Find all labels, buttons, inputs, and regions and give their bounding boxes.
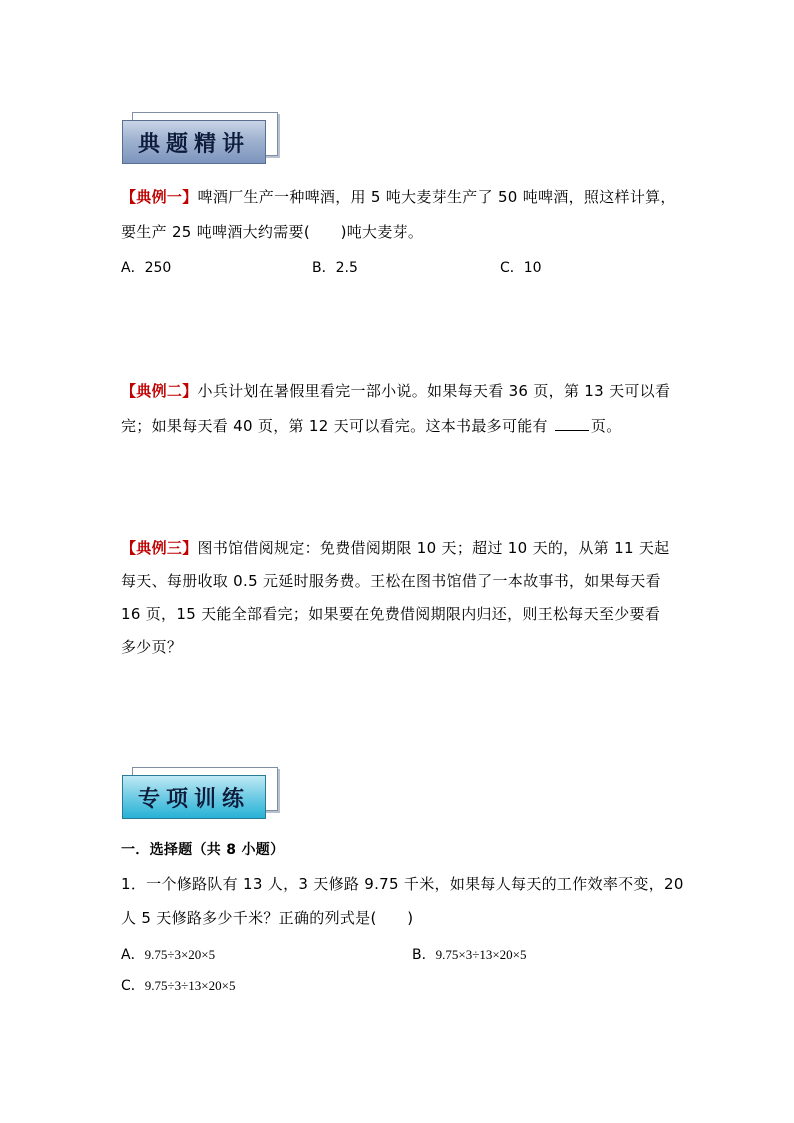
option-label: C． <box>121 978 145 994</box>
example-2-tag: 【典例二】 <box>121 382 198 400</box>
example-2-text-3: 页。 <box>590 417 622 435</box>
example-1-tag: 【典例一】 <box>121 188 198 206</box>
part-heading: 一．选择题（共 8 小题） <box>121 842 285 858</box>
example-1-line-1 <box>121 187 676 207</box>
example-1-option-b: B．2.5 <box>312 260 358 276</box>
example-2-line-1 <box>121 381 670 401</box>
example-1-line-2: 要生产 25 吨啤酒大约需要( )吨大麦芽。 <box>121 223 424 241</box>
example-2-text: 小兵计划在暑假里看完一部小说。如果每天看 36 页，第 13 天可以看 <box>197 382 671 400</box>
example-3-line-4: 多少页？ <box>121 638 183 656</box>
option-formula: 9.75×3÷13×20×5 <box>435 947 527 962</box>
example-3-line-3: 16 页，15 天能全部看完；如果要在免费借阅期限内归还，则王松每天至少要看 <box>121 605 661 623</box>
option-label: B． <box>412 947 436 963</box>
question-1-option-b <box>412 945 527 965</box>
question-1-option-c <box>121 976 235 996</box>
section-title: 典题精讲 <box>137 130 250 157</box>
section-title: 专项训练 <box>137 785 250 812</box>
question-1-option-a <box>121 945 215 965</box>
example-1-option-a: A．250 <box>121 260 172 276</box>
banner-front <box>122 120 266 164</box>
option-label: A． <box>121 947 145 963</box>
example-2-line-2 <box>121 416 622 436</box>
question-1-line-2: 人 5 天修路多少千米？正确的列式是( ) <box>121 909 414 927</box>
banner-front <box>122 775 266 819</box>
example-3-tag: 【典例三】 <box>121 539 198 557</box>
example-3-text: 图书馆借阅规定：免费借阅期限 10 天；超过 10 天的，从第 11 天起 <box>197 539 670 557</box>
example-1-option-c: C．10 <box>500 260 542 276</box>
answer-blank[interactable] <box>555 416 589 431</box>
question-1-line-1: 1．一个修路队有 13 人，3 天修路 9.75 千米，如果每人每天的工作效率不变，20 <box>121 875 684 893</box>
section-banner-1 <box>122 112 276 162</box>
example-3-line-1 <box>121 538 670 558</box>
option-formula: 9.75÷3×20×5 <box>144 947 216 962</box>
section-banner-2 <box>122 767 276 817</box>
example-1-text: 啤酒厂生产一种啤酒，用 5 吨大麦芽生产了 50 吨啤酒，照这样计算， <box>197 188 676 206</box>
example-2-text-2: 完；如果每天看 40 页，第 12 天可以看完。这本书最多可能有 <box>121 417 553 435</box>
example-3-line-2: 每天、每册收取 0.5 元延时服务费。王松在图书馆借了一本故事书，如果每天看 <box>121 572 661 590</box>
option-formula: 9.75÷3÷13×20×5 <box>144 978 236 993</box>
